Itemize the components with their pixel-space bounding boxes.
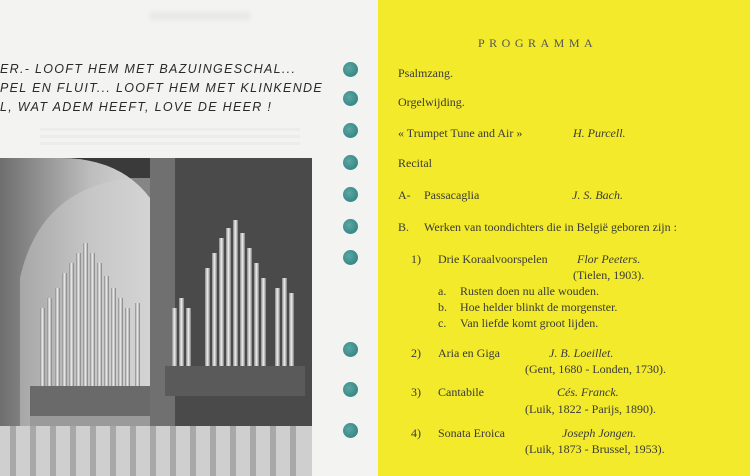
work-1-part-a: Rusten doen nu alle wouden.: [460, 284, 599, 298]
work-1-number: 1): [411, 252, 421, 266]
psalmzang: Psalmzang.: [398, 66, 453, 80]
item-b-title: Werken van toondichters die in België geboren zijn :: [424, 220, 677, 234]
work-3-origin: (Luik, 1822 - Parijs, 1890).: [525, 402, 656, 416]
work-1-part-b: Hoe helder blinkt de morgenster.: [460, 300, 618, 314]
work-4-title: Sonata Eroica: [438, 426, 505, 440]
work-2-number: 2): [411, 346, 421, 360]
work-1-part-b-label: b.: [438, 300, 447, 314]
binding-dot: [343, 382, 358, 397]
quote-line-2: PEL EN FLUIT... LOOFT HEM MET KLINKENDE: [0, 81, 323, 95]
binding-dot: [343, 342, 358, 357]
work-4-composer: Joseph Jongen.: [562, 426, 636, 440]
item-b-label: B.: [398, 220, 410, 234]
work-2-title: Aria en Giga: [438, 346, 500, 360]
program-title: PROGRAMMA: [478, 36, 598, 50]
work-3-composer: Cés. Franck.: [557, 385, 619, 399]
recital: Recital: [398, 156, 432, 170]
work-1-part-a-label: a.: [438, 284, 447, 298]
binding-dot: [343, 123, 358, 138]
work-3-number: 3): [411, 385, 421, 399]
binding-dot: [343, 250, 358, 265]
work-1-composer: Flor Peeters.: [577, 252, 641, 266]
quote-line-1: ER.- LOOFT HEM MET BAZUINGESCHAL...: [0, 62, 297, 76]
work-1-origin: (Tielen, 1903).: [573, 268, 645, 282]
binding-dot: [343, 423, 358, 438]
work-1-part-c-label: c.: [438, 316, 447, 330]
binding-dot: [343, 219, 358, 234]
item-a-title: Passacaglia: [424, 188, 480, 202]
psalm-quote: [0, 60, 330, 117]
work-4-number: 4): [411, 426, 421, 440]
work-1-part-c: Van liefde komt groot lijden.: [460, 316, 599, 330]
work-1-title: Drie Koraalvoorspelen: [438, 252, 548, 266]
faded-text-lines: [40, 128, 300, 148]
item-a-composer: J. S. Bach.: [572, 188, 623, 202]
work-4-origin: (Luik, 1873 - Brussel, 1953).: [525, 442, 665, 456]
binding-dot: [343, 91, 358, 106]
trumpet-title: « Trumpet Tune and Air »: [398, 126, 523, 140]
orgelwijding: Orgelwijding.: [398, 95, 465, 109]
faded-heading: [150, 12, 250, 20]
work-2-origin: (Gent, 1680 - Londen, 1730).: [525, 362, 666, 376]
quote-line-3: L, WAT ADEM HEEFT, LOVE DE HEER !: [0, 100, 273, 114]
work-2-composer: J. B. Loeillet.: [549, 346, 614, 360]
organ-illustration: [0, 158, 312, 476]
trumpet-composer: H. Purcell.: [573, 126, 626, 140]
organ-photo: [0, 158, 312, 476]
item-a-label: A-: [398, 188, 411, 202]
binding-dot: [343, 62, 358, 77]
binding-dot: [343, 155, 358, 170]
binding-dot: [343, 187, 358, 202]
binding-dots: [343, 0, 363, 476]
work-3-title: Cantabile: [438, 385, 484, 399]
